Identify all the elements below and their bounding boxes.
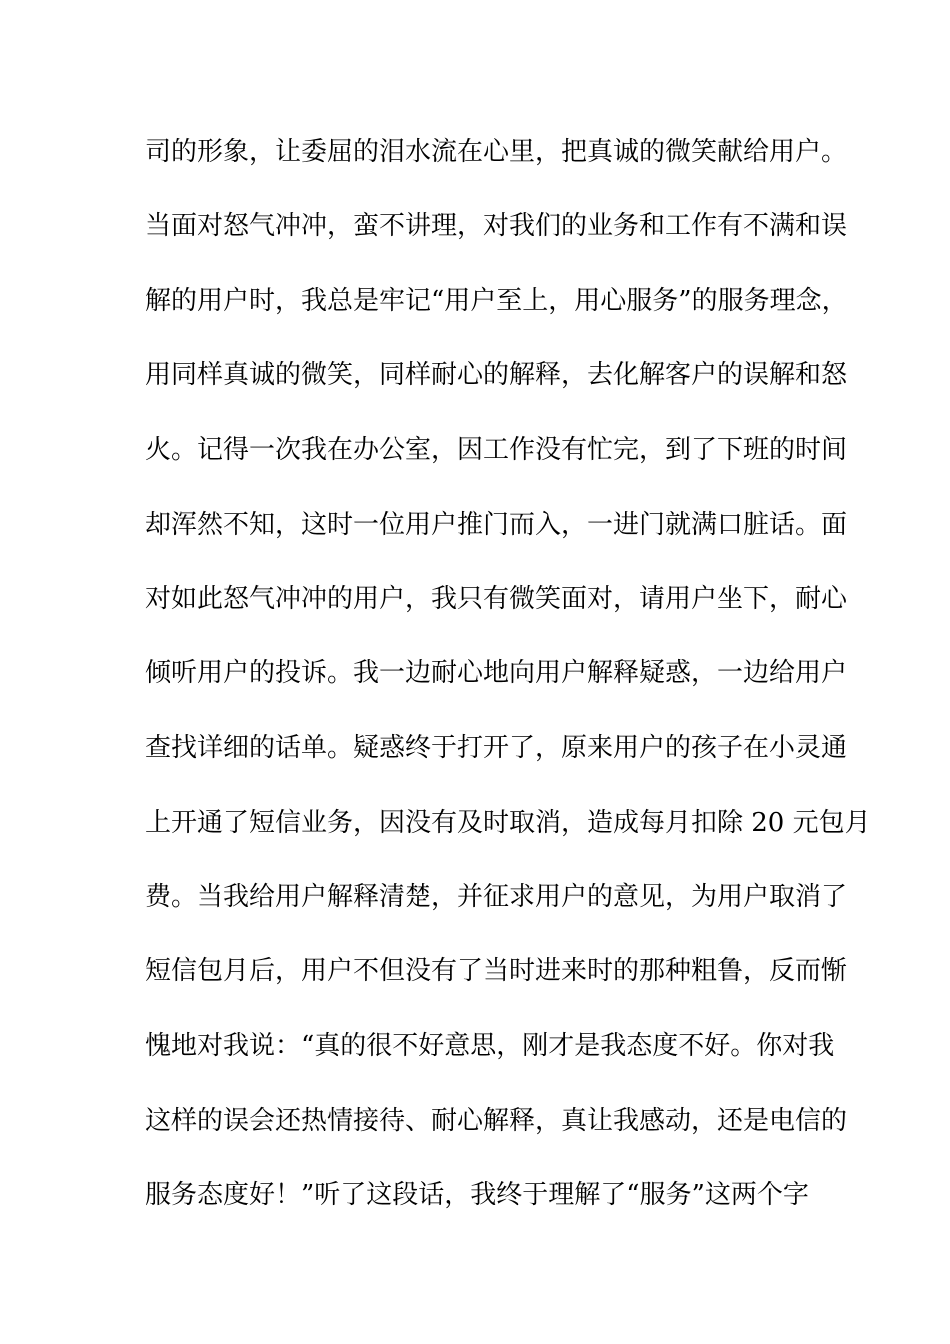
paragraph-line: 短信包月后，用户不但没有了当时进来时的那种粗鲁，反而惭 — [145, 956, 848, 986]
paragraph-line: 这样的误会还热情接待、耐心解释，真让我感动，还是电信的 — [145, 1106, 848, 1136]
paragraph-line: 上开通了短信业务，因没有及时取消，造成每月扣除 20 元包月 — [145, 808, 871, 838]
paragraph-line: 火。记得一次我在办公室，因工作没有忙完，到了下班的时间 — [145, 435, 848, 465]
paragraph-line: 用同样真诚的微笑，同样耐心的解释，去化解客户的误解和怒 — [145, 360, 848, 390]
paragraph-line: 当面对怒气冲冲，蛮不讲理，对我们的业务和工作有不满和误 — [145, 211, 848, 241]
paragraph-line: 服务态度好！”听了这段话，我终于理解了“服务”这两个字 — [145, 1180, 809, 1210]
paragraph-line: 解的用户时，我总是牢记“用户至上，用心服务”的服务理念， — [145, 286, 848, 316]
paragraph-line: 对如此怒气冲冲的用户，我只有微笑面对，请用户坐下，耐心 — [145, 584, 848, 614]
paragraph-line: 费。当我给用户解释清楚，并征求用户的意见，为用户取消了 — [145, 882, 848, 912]
paragraph-line: 倾听用户的投诉。我一边耐心地向用户解释疑惑，一边给用户 — [145, 658, 848, 688]
paragraph-line: 却浑然不知，这时一位用户推门而入，一进门就满口脏话。面 — [145, 510, 848, 540]
paragraph-line: 愧地对我说：“真的很不好意思，刚才是我态度不好。你对我 — [145, 1031, 835, 1061]
paragraph-line: 查找详细的话单。疑惑终于打开了，原来用户的孩子在小灵通 — [145, 733, 848, 763]
paragraph-line: 司的形象，让委屈的泪水流在心里，把真诚的微笑献给用户。 — [145, 137, 848, 167]
